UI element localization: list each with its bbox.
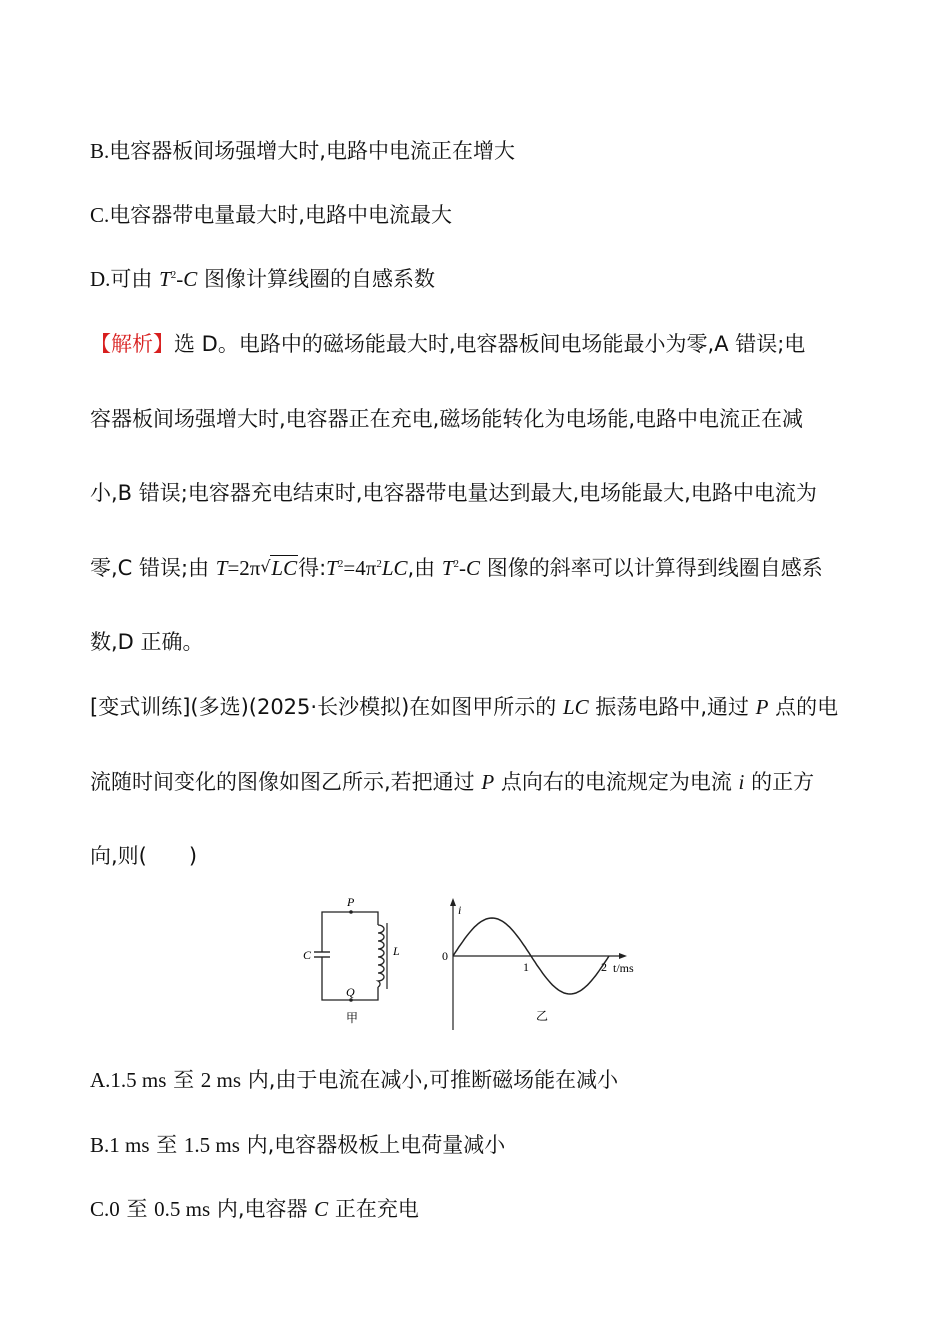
dash: - <box>459 556 467 580</box>
var-p: P <box>481 770 495 794</box>
text: 流随时间变化的图像如图乙所示,若把通过 <box>90 770 482 794</box>
option-label: D. <box>90 267 111 291</box>
num: 2 ms <box>200 1068 242 1092</box>
var-t: T <box>159 267 171 291</box>
text: 的正方 <box>744 770 815 794</box>
option-label: A. <box>90 1068 111 1092</box>
text: 得: <box>298 556 327 580</box>
radical-icon: √ <box>260 557 271 576</box>
variant-line-1 <box>90 693 870 721</box>
text: 内,由于电流在减小,可推断磁场能在减小 <box>241 1068 619 1092</box>
label-p: P <box>347 895 355 909</box>
eq: =2π <box>227 556 261 580</box>
tick-label-2: 2 <box>601 960 607 974</box>
var-p: P <box>755 695 769 719</box>
option-b-prev <box>90 137 870 165</box>
y-axis-arrow <box>450 898 456 906</box>
option-text-pre: 可由 <box>110 267 160 291</box>
origin-label: 0 <box>442 949 448 963</box>
text: [变式训练](多选)(2025·长沙模拟)在如图甲所示的 <box>90 695 563 719</box>
sup-2: 2 <box>337 558 344 570</box>
var-c: C <box>183 267 198 291</box>
option-text: 电容器板间场强增大时,电路中电流正在增大 <box>109 139 515 163</box>
option-label: B. <box>90 139 110 163</box>
text: ,由 <box>407 556 442 580</box>
sup-2: 2 <box>170 269 177 281</box>
var-lc: LC <box>381 556 408 580</box>
num: 0 <box>109 1197 120 1221</box>
option-label: C. <box>90 1197 110 1221</box>
text: 零,C 错误;由 <box>90 556 216 580</box>
var-c: C <box>466 556 481 580</box>
figure <box>296 890 646 1030</box>
option-c-prev <box>90 201 870 229</box>
num: 1 ms <box>109 1133 150 1157</box>
point-p-dot <box>349 910 353 914</box>
text: 正在充电 <box>328 1197 419 1221</box>
option-text-post: 图像计算线圈的自感系数 <box>197 267 435 291</box>
option-label: B. <box>90 1133 110 1157</box>
sup-2: 2 <box>453 558 460 570</box>
option-label: C. <box>90 203 110 227</box>
var-c: C <box>314 1197 329 1221</box>
text: 图像的斜率可以计算得到线圈自感系 <box>480 556 823 580</box>
option-d-prev <box>90 265 870 293</box>
circuit-wire <box>322 912 378 946</box>
text: 内,电容器 <box>210 1197 315 1221</box>
caption-jia: 甲 <box>346 1011 359 1025</box>
option-text: 电容器带电量最大时,电路中电流最大 <box>109 203 452 227</box>
inductor-coil <box>378 925 384 987</box>
circuit-diagram <box>303 895 400 1025</box>
x-label: t/ms <box>613 961 634 975</box>
text: 至 <box>119 1197 155 1221</box>
text: 点向右的电流规定为电流 <box>494 770 739 794</box>
var-lc: LC <box>562 695 589 719</box>
text: 点的电 <box>768 695 839 719</box>
sqrt-lc <box>260 554 298 582</box>
tick-label-1: 1 <box>523 960 529 974</box>
text: 至 <box>149 1133 184 1157</box>
analysis-line-3: 小,B 错误;电容器充电结束时,电容器带电量达到最大,电场能最大,电路中电流为 <box>90 481 817 505</box>
var-t: T <box>326 556 338 580</box>
text: 内,电容器极板上电荷量减小 <box>239 1133 506 1157</box>
text: 至 <box>166 1068 201 1092</box>
option-b <box>90 1131 870 1159</box>
label-c: C <box>303 948 312 962</box>
analysis-text: 选 D。电路中的磁场能最大时,电容器板间电场能最小为零,A 错误;电 <box>174 332 806 356</box>
variant-line-3: 向,则( ) <box>90 844 198 868</box>
num: 1.5 ms <box>110 1068 167 1092</box>
var-t: T <box>441 556 454 580</box>
var-i: i <box>738 770 745 794</box>
var-lc: LC <box>271 556 298 580</box>
num: 0.5 ms <box>154 1197 211 1221</box>
dash: - <box>176 267 184 291</box>
label-l: L <box>393 944 400 958</box>
option-a <box>90 1066 870 1094</box>
option-c <box>90 1195 870 1223</box>
analysis-line-4 <box>90 554 870 582</box>
var-t: T <box>215 556 228 580</box>
variant-line-2 <box>90 768 870 796</box>
x-axis-arrow <box>619 953 627 959</box>
eq: =4π <box>343 556 377 580</box>
sup-2: 2 <box>376 558 382 570</box>
y-label: i <box>458 903 462 917</box>
label-q: Q <box>346 985 355 999</box>
text: 振荡电路中,通过 <box>588 695 756 719</box>
num: 1.5 ms <box>183 1133 240 1157</box>
analysis-line-1 <box>90 330 870 358</box>
caption-yi: 乙 <box>536 1009 549 1023</box>
analysis-tag: 【解析】 <box>90 332 174 356</box>
analysis-line-5: 数,D 正确。 <box>90 630 204 654</box>
analysis-line-2: 容器板间场强增大时,电容器正在充电,磁场能转化为电场能,电路中电流正在减 <box>90 407 804 431</box>
current-graph <box>442 898 634 1030</box>
